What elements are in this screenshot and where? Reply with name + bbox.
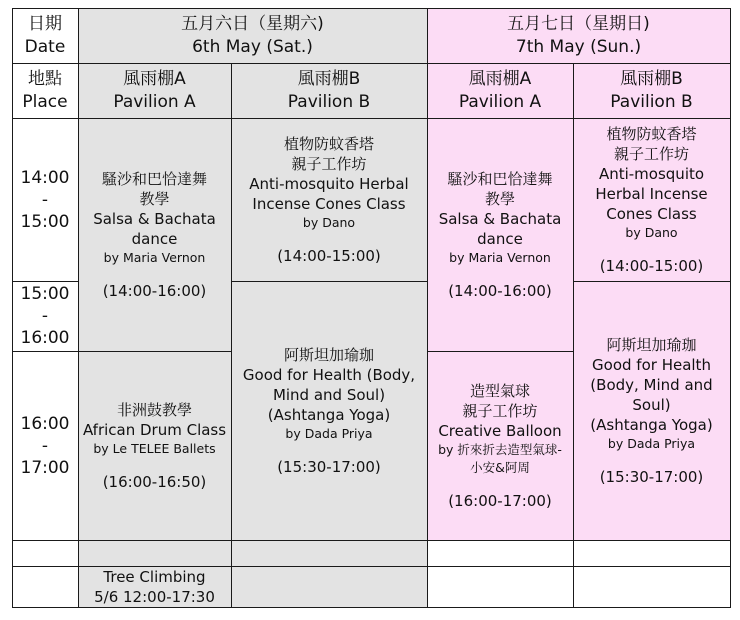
event-yoga-sat [231, 281, 427, 540]
event-title-en: dance [477, 229, 523, 248]
time-slot-1500-1600 [12, 281, 78, 351]
time-start: 15:00 [20, 284, 70, 304]
event-title-en: Tree Climbing [103, 568, 206, 586]
grid-line [427, 351, 573, 352]
event-time: (15:30-17:00) [599, 467, 704, 486]
sunday-title-en: 7th May (Sun.) [515, 36, 642, 57]
pavilion-a-en: Pavilion A [113, 91, 196, 112]
saturday-title-zh: 五月六日（星期六) [181, 13, 324, 34]
event-title-en: dance [131, 229, 178, 248]
event-time: (14:00-15:00) [599, 256, 704, 275]
event-title-zh: 親子工作坊 [291, 154, 367, 173]
event-incense-sun [573, 118, 730, 281]
pavilion-b-zh: 風雨棚B [297, 68, 361, 89]
event-title-zh: 親子工作坊 [613, 144, 689, 163]
event-instructor: by Maria Vernon [103, 249, 206, 265]
event-instructor: by 折來折去造型氣球- [438, 441, 562, 457]
time-start: 14:00 [20, 167, 70, 188]
saturday-title-en: 6th May (Sat.) [192, 36, 313, 57]
grid-line [573, 63, 574, 608]
grid-line [231, 63, 232, 608]
pavilion-a-zh: 風雨棚A [123, 68, 186, 89]
date-label-en: Date [24, 36, 66, 57]
time-slot-1600-1700 [12, 351, 78, 540]
event-title-en: Anti-mosquito Herbal [249, 174, 409, 193]
time-dash: - [41, 435, 49, 456]
sun-pavilion-b-header [573, 63, 730, 118]
time-dash: - [41, 189, 49, 210]
grid-line [12, 8, 13, 608]
event-title-en: (Ashtanga Yoga) [267, 405, 391, 424]
time-start: 16:00 [20, 413, 70, 434]
pavilion-b-en: Pavilion B [610, 91, 693, 112]
event-title-zh: 造型氣球 [469, 381, 530, 400]
event-title-en: Soul) [632, 395, 671, 414]
event-title-zh: 教學 [484, 189, 515, 208]
event-tree-climbing [78, 566, 231, 608]
event-time: (16:00-16:50) [102, 472, 207, 491]
event-title-zh: 教學 [139, 189, 170, 208]
event-title-en: Herbal Incense [595, 184, 708, 203]
event-salsa-sun [427, 118, 573, 351]
grid-line [12, 540, 731, 541]
event-title-en: Cones Class [606, 204, 697, 223]
event-instructor: by Dada Priya [285, 425, 373, 441]
last-row-sun-a [427, 566, 573, 608]
event-incense-sat [231, 118, 427, 281]
event-salsa-sat [78, 118, 231, 351]
event-title-en: Good for Health (Body, [242, 365, 416, 384]
event-instructor: by Dada Priya [607, 435, 696, 451]
date-label-zh: 日期 [28, 13, 62, 34]
event-title-en: Salsa & Bachata [438, 209, 562, 228]
event-instructor: by Maria Vernon [449, 249, 551, 265]
sunday-header [427, 8, 730, 63]
grid-line [427, 8, 428, 608]
empty-row-sat-a [78, 540, 231, 566]
time-end: 15:00 [20, 211, 70, 232]
event-yoga-sun [573, 281, 730, 540]
pavilion-a-en: Pavilion A [458, 91, 542, 112]
event-time: (14:00-15:00) [277, 246, 381, 265]
last-row-sat-b [231, 566, 427, 608]
sun-pavilion-a-header [427, 63, 573, 118]
grid-line [12, 118, 731, 119]
event-time: (15:30-17:00) [277, 457, 381, 476]
place-label-zh: 地點 [28, 68, 62, 89]
event-title-en: Anti-mosquito [598, 164, 705, 183]
time-end: 17:00 [20, 457, 70, 478]
event-title-en: Creative Balloon [438, 421, 562, 440]
event-instructor: 小安&阿周 [470, 459, 530, 475]
event-title-zh: 阿斯坦加瑜珈 [283, 345, 374, 364]
event-drum-sat [78, 351, 231, 540]
event-title-zh: 植物防蚊香塔 [606, 124, 697, 143]
event-time: (14:00-16:00) [448, 281, 552, 300]
grid-line [12, 607, 731, 608]
event-title-en: (Ashtanga Yoga) [590, 415, 713, 434]
grid-line [12, 281, 78, 282]
saturday-header [78, 8, 427, 63]
event-title-en: Salsa & Bachata [93, 209, 216, 228]
event-title-en: Mind and Soul) [272, 385, 386, 404]
pavilion-b-en: Pavilion B [287, 91, 371, 112]
event-title-zh: 非洲鼓教學 [116, 400, 192, 419]
event-title-zh: 騷沙和巴恰達舞 [447, 169, 553, 188]
event-instructor: by Le TELEE Ballets [93, 440, 216, 456]
grid-line [12, 351, 231, 352]
time-slot-1400-1500 [12, 118, 78, 281]
grid-line [573, 281, 730, 282]
event-title-zh: 騷沙和巴恰達舞 [101, 169, 207, 188]
place-header-cell [12, 63, 78, 118]
last-row-sun-b [573, 566, 730, 608]
event-title-en: Good for Health [592, 355, 711, 374]
empty-row-sat-b [231, 540, 427, 566]
event-time: 5/6 12:00-17:30 [94, 588, 215, 606]
empty-row-time-cell [12, 540, 78, 566]
event-title-zh: 親子工作坊 [462, 401, 538, 420]
grid-line [78, 8, 79, 608]
empty-row-sun-a [427, 540, 573, 566]
event-balloon-sun [427, 351, 573, 540]
event-title-en: African Drum Class [82, 420, 227, 439]
sunday-title-zh: 五月七日（星期日) [507, 13, 650, 34]
empty-row-sun-b [573, 540, 730, 566]
pavilion-a-zh: 風雨棚A [468, 68, 532, 89]
date-header-cell [12, 8, 78, 63]
grid-line [231, 281, 427, 282]
event-title-zh: 植物防蚊香塔 [283, 134, 374, 153]
event-instructor: by Dano [625, 224, 678, 240]
sat-pavilion-a-header [78, 63, 231, 118]
grid-line [730, 8, 731, 608]
event-title-en: (Body, Mind and [590, 375, 713, 394]
event-time: (14:00-16:00) [102, 281, 207, 300]
event-time: (16:00-17:00) [448, 491, 552, 510]
event-title-en: Incense Cones Class [252, 194, 406, 213]
place-label-en: Place [22, 91, 68, 112]
time-end: 16:00 [20, 328, 70, 348]
grid-line [12, 566, 731, 567]
grid-line [12, 63, 731, 64]
time-dash: - [41, 306, 49, 326]
event-title-zh: 阿斯坦加瑜珈 [606, 335, 697, 354]
grid-line [12, 8, 731, 9]
event-instructor: by Dano [302, 214, 356, 230]
sat-pavilion-b-header [231, 63, 427, 118]
pavilion-b-zh: 風雨棚B [620, 68, 683, 89]
last-row-time-cell [12, 566, 78, 608]
